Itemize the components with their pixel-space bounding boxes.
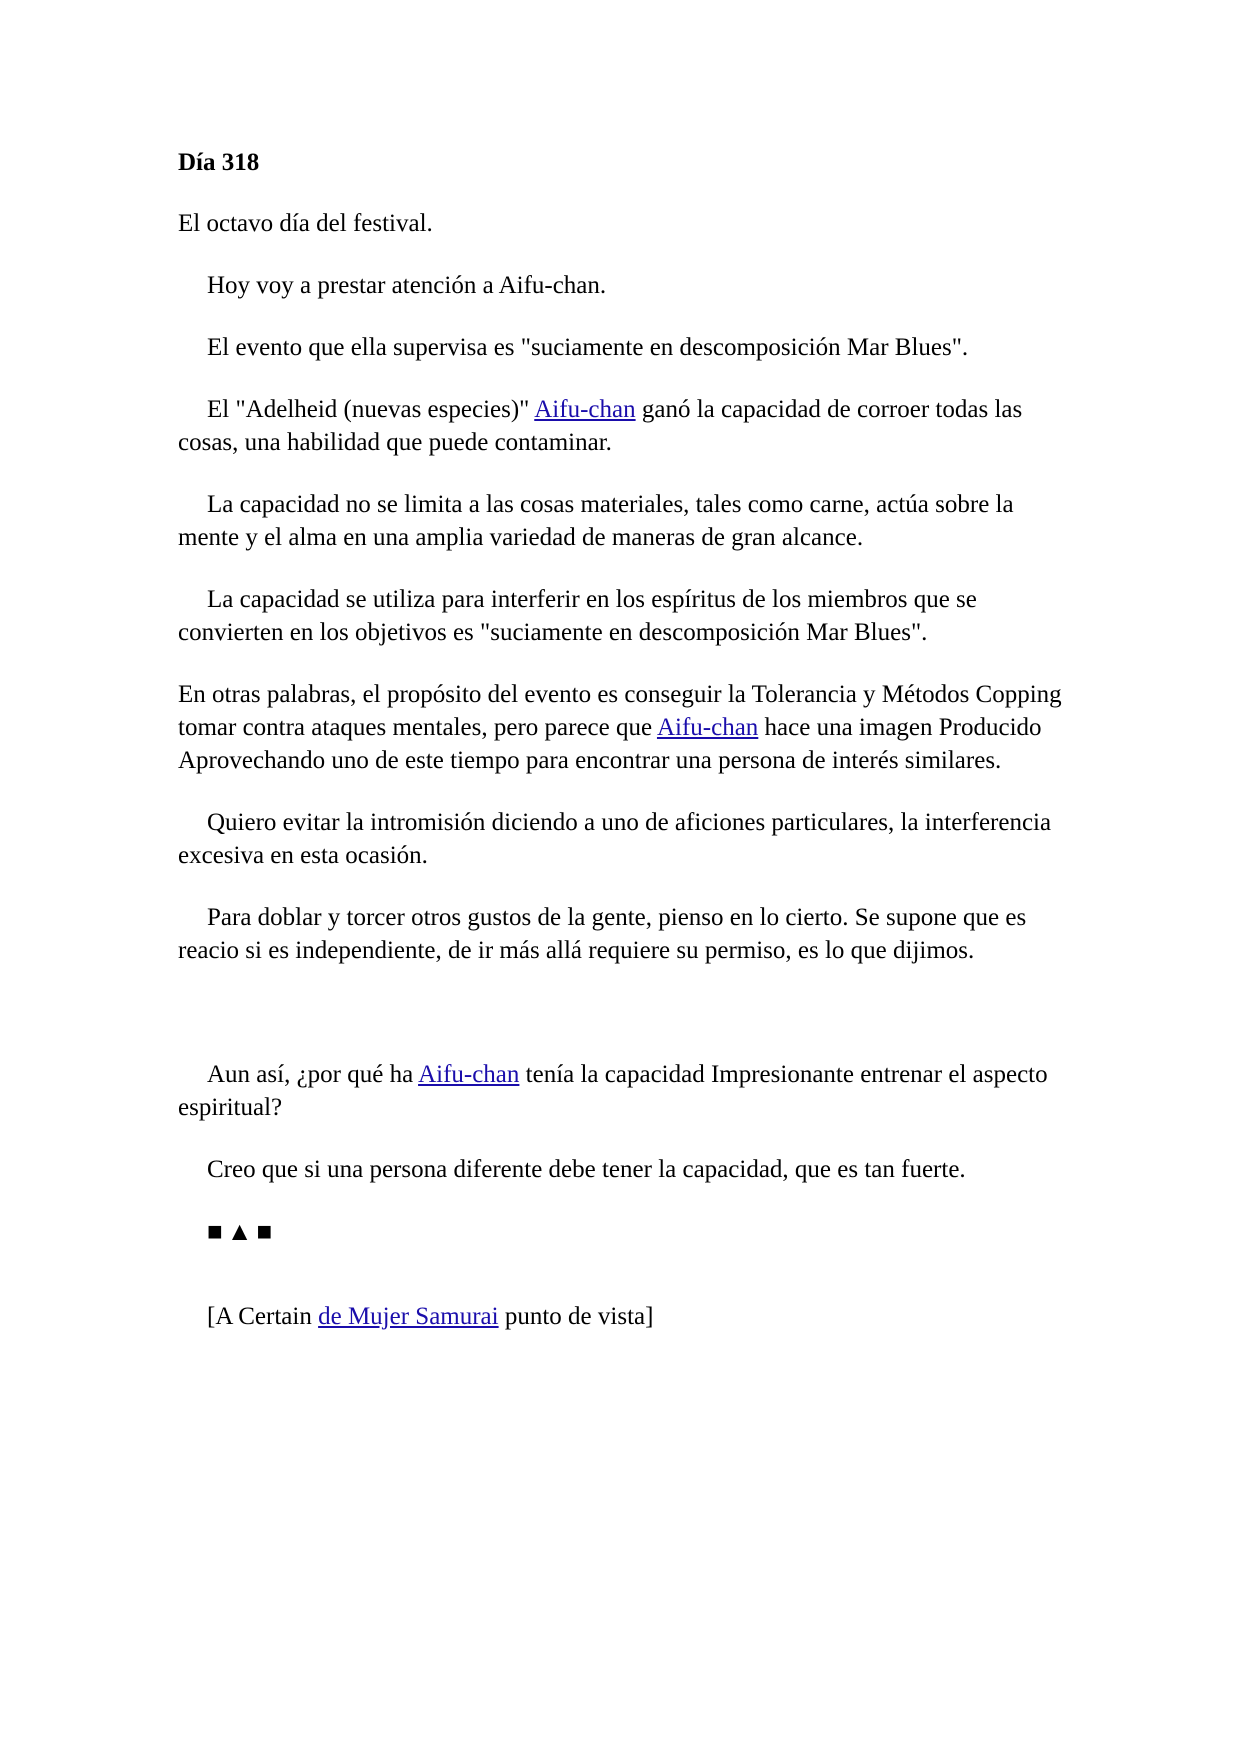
aifu-chan-link[interactable]: Aifu-chan	[534, 396, 636, 423]
paragraph-6: La capacidad se utiliza para interferir en los espíritus de los miembros que se convierten en los objetivos es "suciamente en descomposición Mar Blues".	[178, 586, 977, 646]
blank-space	[178, 1248, 1078, 1300]
paragraph-8: Quiero evitar la intromisión diciendo a uno de aficiones particulares, la interferencia excesiva en esta ocasión.	[178, 809, 1052, 869]
paragraph-10-text-before: Aun así, ¿por qué ha	[207, 1061, 419, 1088]
paragraph-4-text-before: El "Adelheid (nuevas especies)"	[207, 396, 535, 423]
blank-space	[178, 996, 1078, 1058]
chapter-heading: Día 318	[178, 149, 260, 176]
paragraph-12-text-after: punto de vista]	[498, 1303, 654, 1330]
paragraph-10	[178, 1058, 1078, 1124]
paragraph-2: Hoy voy a prestar atención a Aifu-chan.	[207, 272, 607, 299]
paragraph-11: Creo que si una persona diferente debe tener la capacidad, que es tan fuerte.	[207, 1156, 966, 1183]
paragraph-7-text-after: hace una imagen Producido Aprovechando uno de este tiempo para encontrar una persona de interés similares.	[178, 714, 1042, 774]
paragraph-12-text-before: [A Certain	[207, 1303, 319, 1330]
mujer-samurai-link[interactable]: de Mujer Samurai	[318, 1303, 499, 1330]
scene-separator: ■▲■	[207, 1217, 277, 1246]
paragraph-7	[178, 678, 1078, 777]
paragraph-3: El evento que ella supervisa es "suciamente en descomposición Mar Blues".	[207, 334, 969, 361]
paragraph-5: La capacidad no se limita a las cosas materiales, tales como carne, actúa sobre la mente y el alma en una amplia variedad de maneras de gran alcance.	[178, 491, 1014, 551]
paragraph-7-text-before: En otras palabras, el propósito del evento es conseguir la Tolerancia y Métodos Copping tomar contra ataques mentales, pero parece que	[178, 681, 1062, 741]
paragraph-10-text-after: tenía la capacidad Impresionante entrenar el aspecto espiritual?	[178, 1061, 1048, 1121]
aifu-chan-link[interactable]: Aifu-chan	[418, 1061, 520, 1088]
paragraph-12	[178, 1300, 1078, 1333]
paragraph-9: Para doblar y torcer otros gustos de la gente, pienso en lo cierto. Se supone que es reacio si es independiente, de ir más allá requiere su permiso, es lo que dijimos.	[178, 904, 1027, 964]
paragraph-1: El octavo día del festival.	[178, 210, 433, 237]
aifu-chan-link[interactable]: Aifu-chan	[656, 714, 759, 741]
paragraph-4-text-after: ganó la capacidad de corroer todas las cosas, una habilidad que puede contaminar.	[178, 396, 1023, 456]
paragraph-4	[178, 393, 1078, 459]
document-page	[178, 146, 1078, 1362]
